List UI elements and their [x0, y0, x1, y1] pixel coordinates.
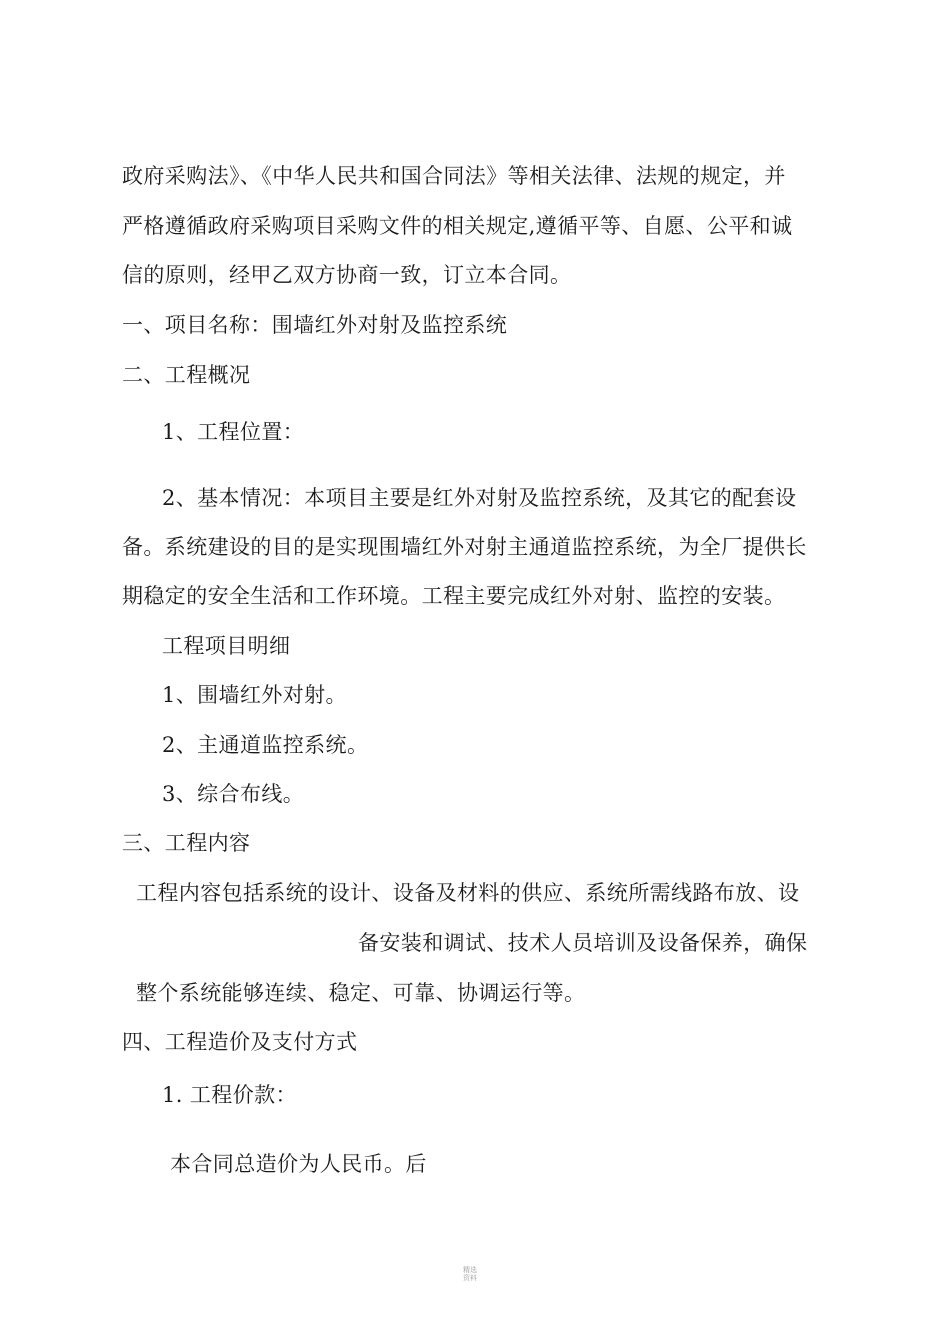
- item-basic-info-line-1: 2、基本情况：本项目主要是红外对射及监控系统，及其它的配套设: [162, 486, 797, 510]
- section-heading-content: 三、工程内容: [122, 831, 251, 855]
- paragraph-line-2: 严格遵循政府采购项目采购文件的相关规定,遵循平等、自愿、公平和诚: [122, 214, 793, 238]
- section-heading-project-name: 一、项目名称：围墙红外对射及监控系统: [122, 313, 508, 337]
- item-basic-info-line-3: 期稳定的安全生活和工作环境。工程主要完成红外对射、监控的安装。: [122, 584, 786, 608]
- footer-line-1: 精选: [463, 1266, 477, 1274]
- footer-line-2: 资料: [463, 1274, 477, 1282]
- item-price: 1. 工程价款：: [162, 1083, 297, 1107]
- section-heading-overview: 二、工程概况: [122, 363, 251, 387]
- content-line-1: 工程内容包括系统的设计、设备及材料的供应、系统所需线路布放、设: [136, 881, 800, 905]
- detail-item-3: 3、综合布线。: [162, 782, 305, 806]
- item-basic-info-line-2: 备。系统建设的目的是实现围墙红外对射主通道监控系统，为全厂提供长: [122, 535, 807, 559]
- detail-item-1: 1、围墙红外对射。: [162, 683, 347, 707]
- total-cost-line: 本合同总造价为人民币。后: [170, 1152, 427, 1176]
- content-line-2: 备安装和调试、技术人员培训及设备保养，确保: [358, 931, 808, 955]
- content-line-3: 整个系统能够连续、稳定、可靠、协调运行等。: [136, 981, 586, 1005]
- project-details-heading: 工程项目明细: [162, 634, 291, 658]
- item-location: 1、工程位置：: [162, 420, 305, 444]
- section-heading-cost: 四、工程造价及支付方式: [122, 1030, 358, 1054]
- page-footer: [452, 1266, 488, 1282]
- paragraph-line-1: 政府采购法》、《中华人民共和国合同法》等相关法律、法规的规定，并: [122, 164, 786, 188]
- detail-item-2: 2、主通道监控系统。: [162, 733, 369, 757]
- paragraph-line-3: 信的原则，经甲乙双方协商一致，订立本合同。: [122, 263, 572, 287]
